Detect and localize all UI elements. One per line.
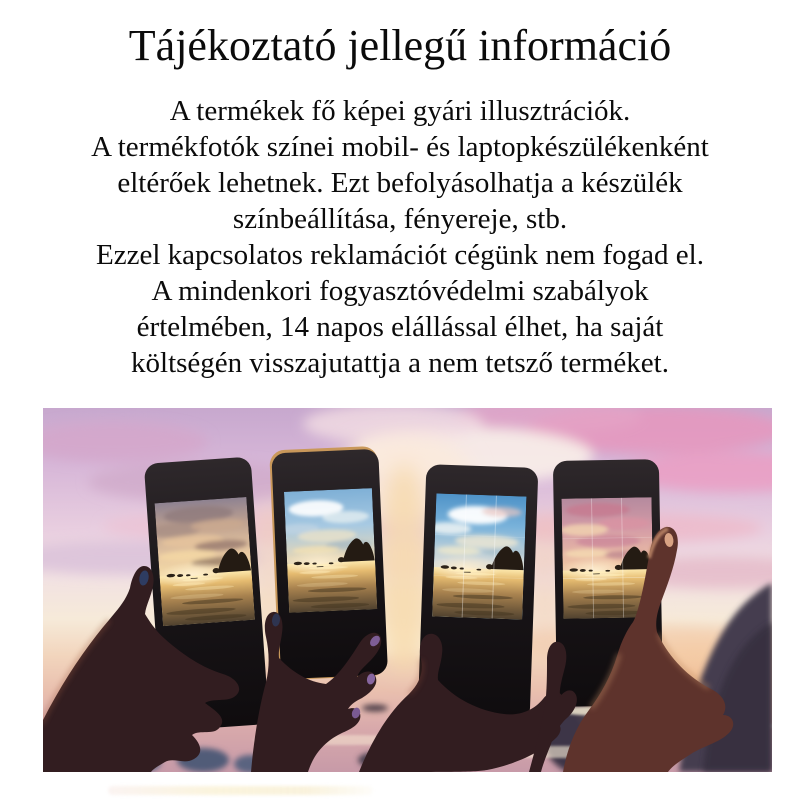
phone-3-screen [424, 493, 528, 619]
body-line-1: A termékek fő képei gyári illusztrációk. [169, 95, 631, 127]
body-line-5: Ezzel kapcsolatos reklamációt cégünk nem fogad el. [96, 239, 704, 271]
body-line-8: költségén visszajutattja a nem tetsző terméket. [131, 347, 669, 379]
body-line-2: A termékfotók színei mobil- és laptopkészülékenként [91, 131, 709, 163]
bottom-reflection-smudge [108, 786, 373, 795]
phone-1-screen [146, 497, 255, 627]
phone-4-screen [558, 497, 654, 619]
body-line-3: eltérőek lehetnek. Ezt befolyásolhatja a készülék [117, 167, 683, 199]
phone-2-screen [278, 488, 377, 613]
page-title: Tájékoztató jellegű információ [128, 21, 672, 70]
body-line-6: A mindenkori fogyasztóvédelmi szabályok [151, 275, 649, 307]
body-line-7: értelmében, 14 napos elállással élhet, ha saját [136, 311, 664, 343]
sunset-phones-photo [43, 408, 772, 772]
disclaimer-text [0, 93, 800, 381]
body-line-4: színbeállítása, fényereje, stb. [232, 203, 568, 235]
